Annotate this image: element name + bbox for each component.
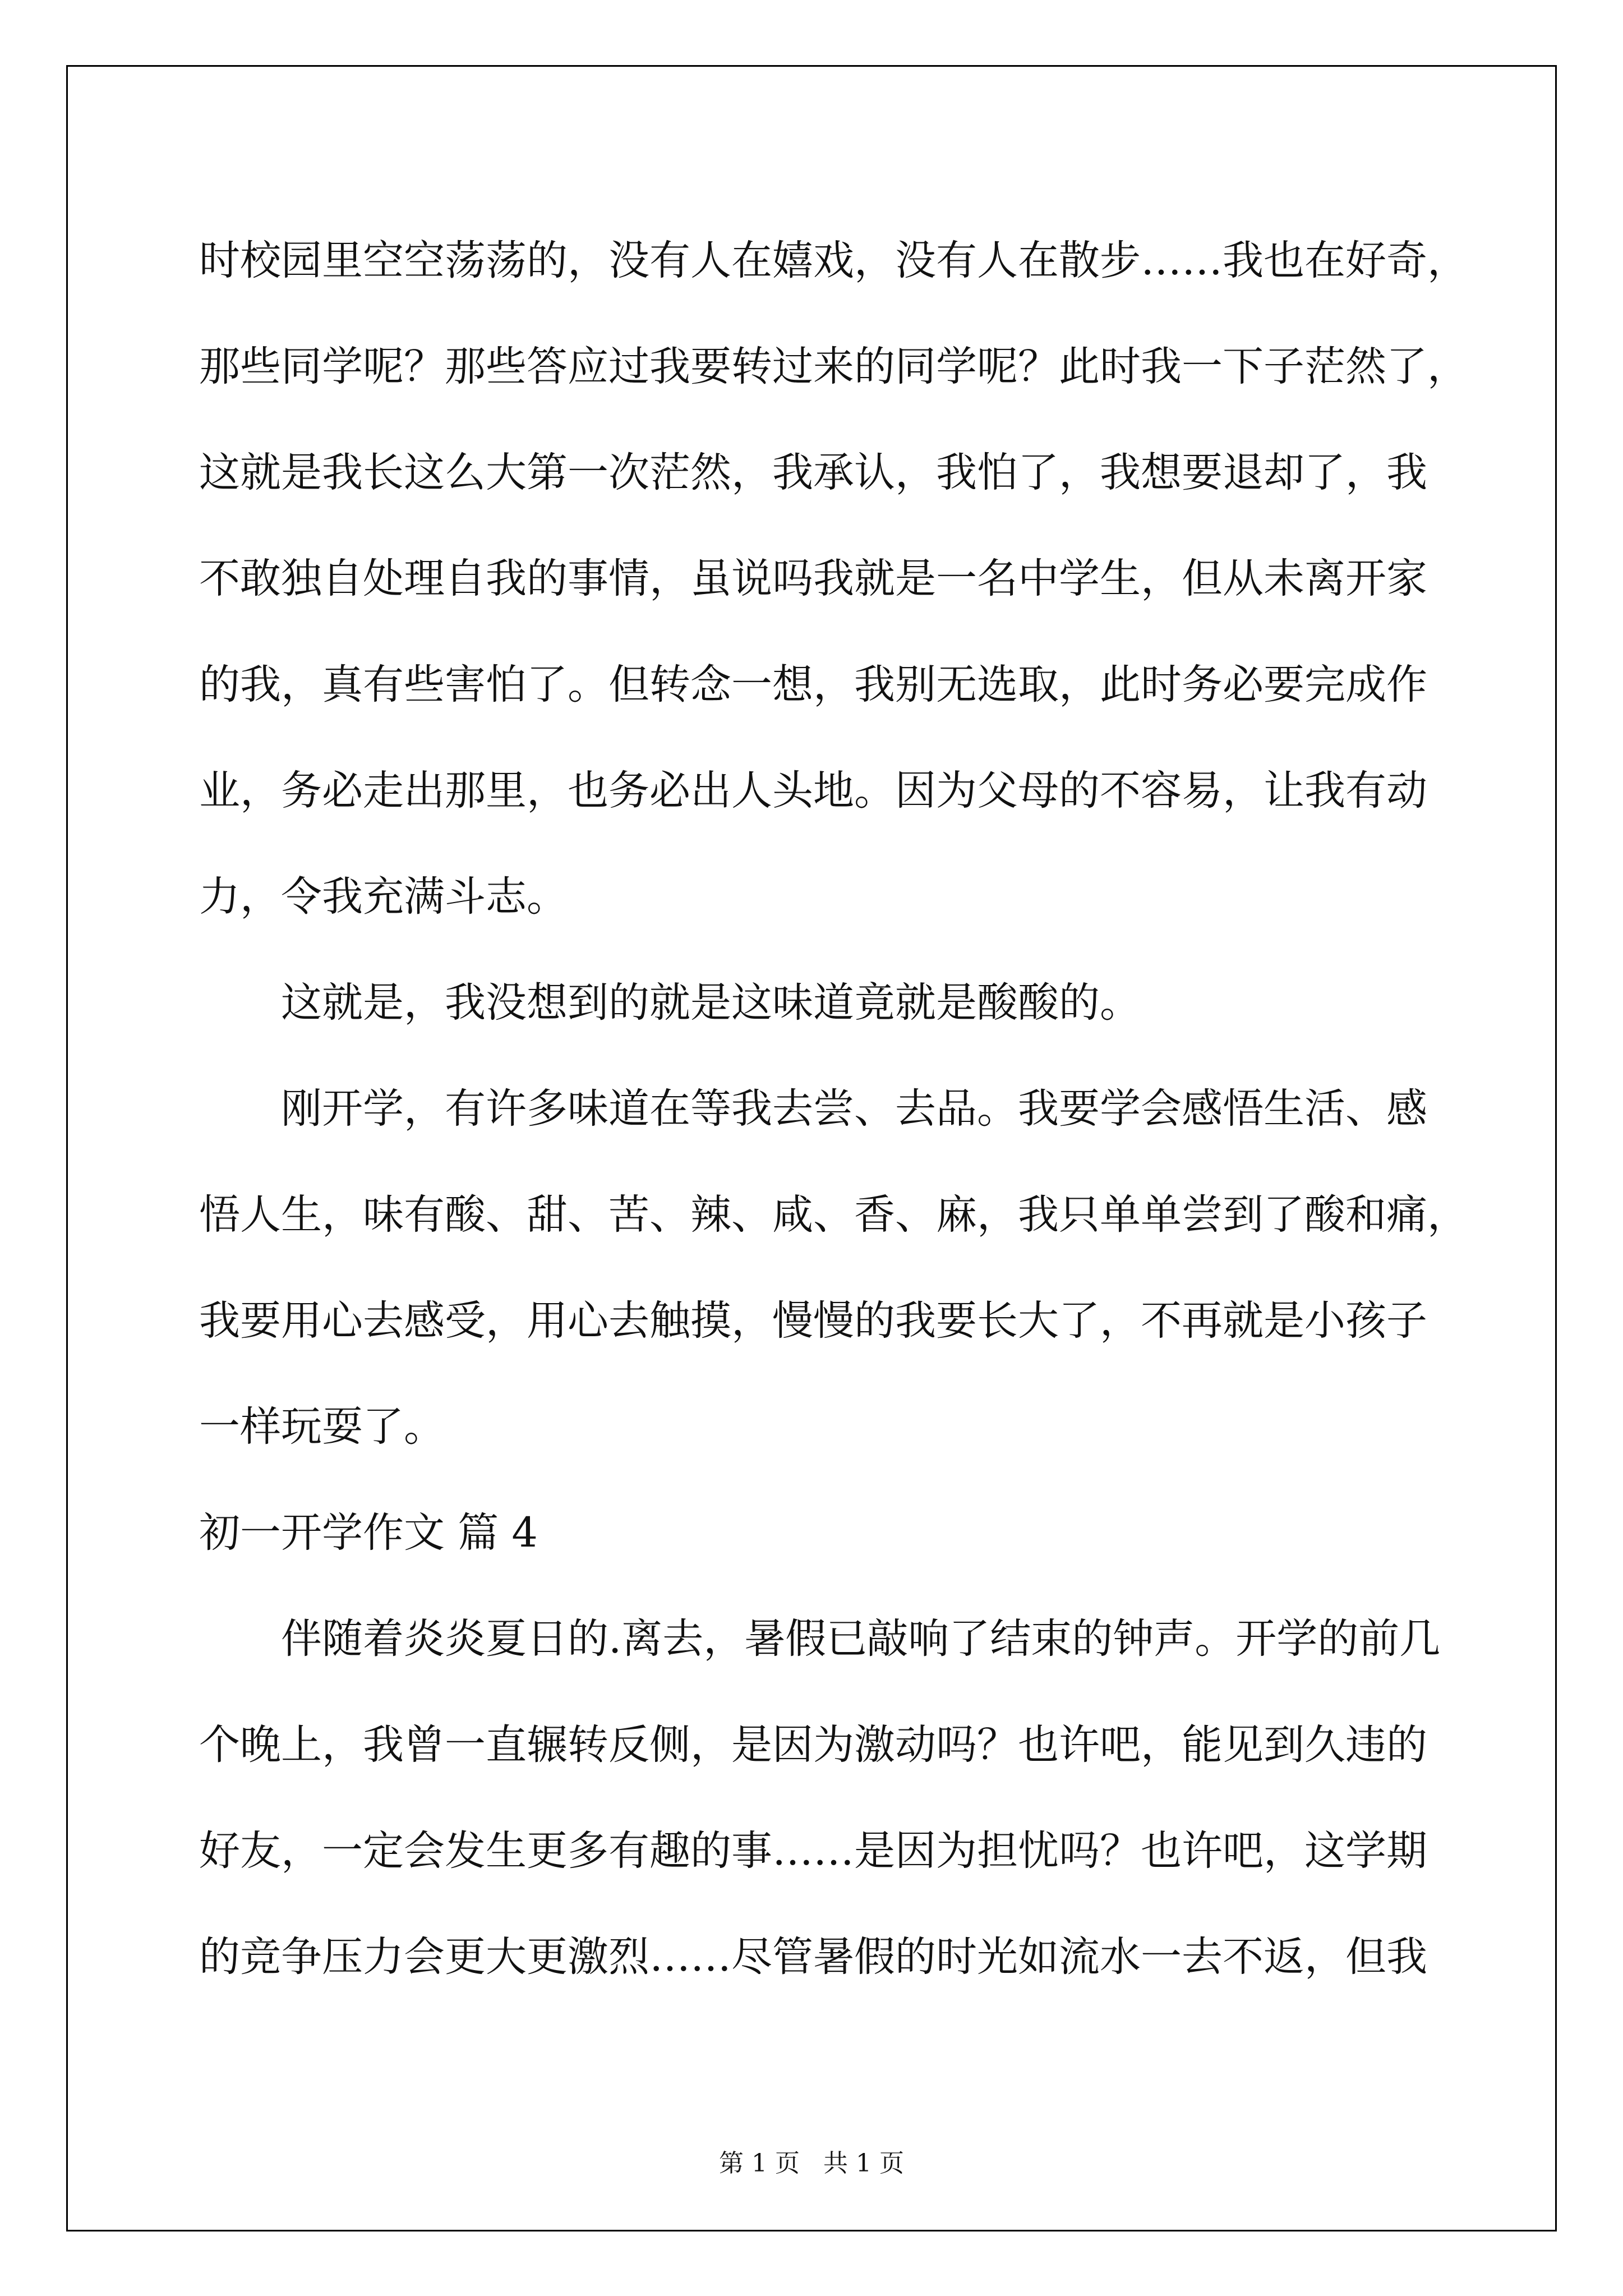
text-line: 时校园里空空荡荡的，没有人在嬉戏，没有人在散步……我也在好奇， xyxy=(199,237,1468,284)
text-line: 的竞争压力会更大更激烈……尽管暑假的时光如流水一去不返，但我 xyxy=(199,1933,1427,1981)
page-footer: 第 1 页 共 1 页 xyxy=(719,2149,904,2178)
text-line: 的我，真有些害怕了。但转念一想，我别无选取，此时务必要完成作 xyxy=(199,661,1427,708)
paragraph-4 xyxy=(199,1586,1455,2010)
text-line: 我要用心去感受，用心去触摸，慢慢的我要长大了，不再就是小孩子 xyxy=(199,1297,1427,1345)
paragraph-2 xyxy=(199,950,1455,1056)
section-heading: 初一开学作文 篇 4 xyxy=(199,1509,538,1557)
text-line: 力，令我充满斗志。 xyxy=(199,873,568,921)
text-line: 悟人生，味有酸、甜、苦、辣、咸、香、麻，我只单单尝到了酸和痛， xyxy=(199,1191,1468,1239)
document-body xyxy=(199,208,1468,2010)
text-line: 好友，一定会发生更多有趣的事……是因为担忧吗？也许吧，这学期 xyxy=(199,1827,1427,1875)
text-line: 一样玩耍了。 xyxy=(199,1403,445,1451)
text-line: 这就是，我没想到的就是这味道竟就是酸酸的。 xyxy=(281,979,1141,1027)
paragraph-3 xyxy=(199,1056,1468,1480)
text-line: 这就是我长这么大第一次茫然，我承认，我怕了，我想要退却了，我 xyxy=(199,449,1427,496)
text-line: 那些同学呢？那些答应过我要转过来的同学呢？此时我一下子茫然了， xyxy=(199,343,1468,390)
text-line: 个晚上，我曾一直辗转反侧，是因为激动吗？也许吧，能见到久违的 xyxy=(199,1721,1427,1769)
text-line: 伴随着炎炎夏日的.离去，暑假已敲响了结束的钟声。开学的前几 xyxy=(281,1615,1441,1663)
text-line: 业，务必走出那里，也务必出人头地。因为父母的不容易，让我有动 xyxy=(199,767,1427,815)
text-line: 刚开学，有许多味道在等我去尝、去品。我要学会感悟生活、感 xyxy=(281,1085,1427,1133)
text-line: 不敢独自处理自我的事情，虽说吗我就是一名中学生，但从未离开家 xyxy=(199,555,1427,602)
paragraph-1 xyxy=(199,208,1468,950)
